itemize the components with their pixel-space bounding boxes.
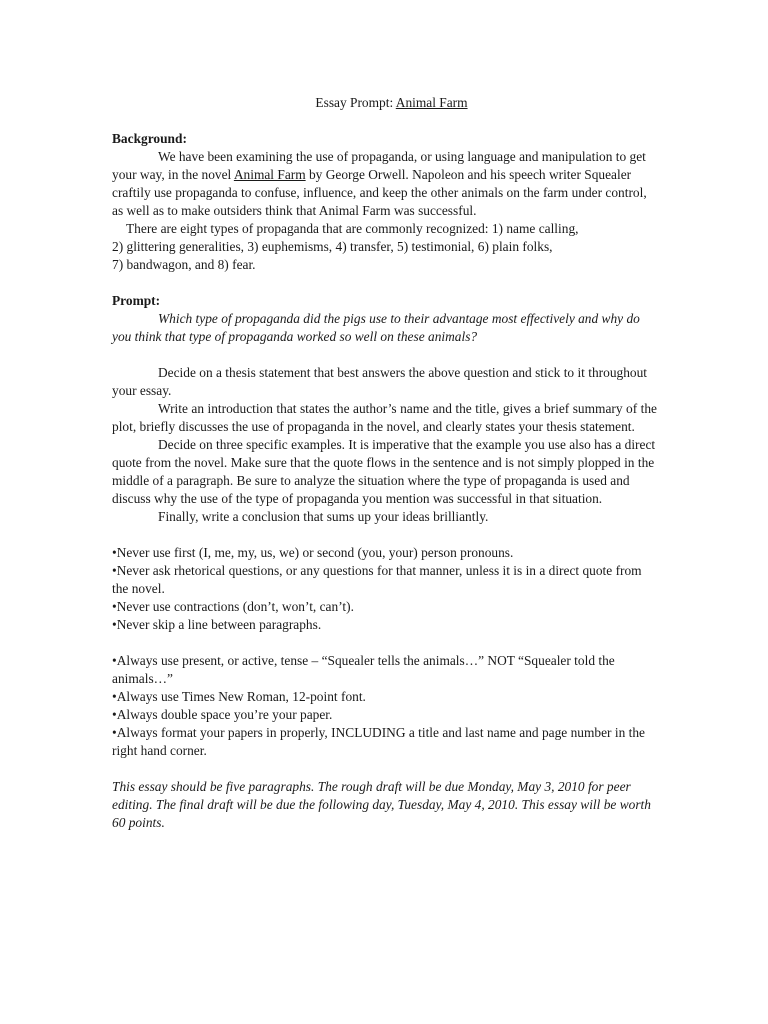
background-p1-novel: Animal Farm — [233, 167, 306, 182]
background-p1-text-b: by George Orwell. Napoleon and his speech writer Squealer craftily use propaganda to confuse, influence, and keep the other animals on the farm under control, as well as to make outsiders think that Animal Farm was successful. — [112, 167, 647, 218]
prompt-question: Which type of propaganda did the pigs use to their advantage most effectively and why do you think that type of propaganda worked so well on these animals? — [112, 311, 640, 344]
prompt-paragraph-thesis: Decide on a thesis statement that best answers the above question and stick to it throughout your essay. — [112, 365, 648, 398]
background-paragraph-2-line-3: 7) bandwagon, and 8) fear. — [112, 257, 256, 272]
background-p1-text-a: We have been examining the use of propaganda, or using language and manipulation to get your way, in the novel — [112, 149, 646, 182]
closing-note: This essay should be five paragraphs. The rough draft will be due Monday, May 3, 2010 for peer editing. The final draft will be due the following day, Tuesday, May 4, 2010. This essay will be worth 60 points. — [112, 779, 651, 830]
always-rule-tense: •Always use present, or active, tense – “Squealer tells the animals…” NOT “Squealer told the animals…” — [112, 653, 615, 686]
title-work: Animal Farm — [395, 95, 468, 110]
always-rule-format: •Always format your papers in properly, INCLUDING a title and last name and page number in the right hand corner. — [112, 725, 645, 758]
document-title — [112, 94, 657, 112]
never-rule-contractions: •Never use contractions (don’t, won’t, can’t). — [112, 599, 354, 614]
prompt-paragraph-introduction: Write an introduction that states the author’s name and the title, gives a brief summary of the plot, briefly discusses the use of propaganda in the novel, and clearly states your thesis statement. — [112, 401, 657, 434]
never-rule-skip-line: •Never skip a line between paragraphs. — [112, 617, 322, 632]
prompt-paragraph-conclusion: Finally, write a conclusion that sums up your ideas brilliantly. — [158, 509, 489, 524]
document-page — [112, 94, 657, 832]
background-paragraph-2-line-2: 2) glittering generalities, 3) euphemisms, 4) transfer, 5) testimonial, 6) plain folks, — [112, 239, 553, 254]
background-paragraph-1 — [112, 148, 657, 220]
never-rule-pronouns: •Never use first (I, me, my, us, we) or second (you, your) person pronouns. — [112, 545, 514, 560]
prompt-heading: Prompt: — [112, 293, 161, 308]
never-rule-questions: •Never ask rhetorical questions, or any questions for that manner, unless it is in a direct quote from the novel. — [112, 563, 642, 596]
background-paragraph-2-line-1: There are eight types of propaganda that are commonly recognized: 1) name calling, — [126, 221, 579, 236]
prompt-paragraph-examples: Decide on three specific examples. It is imperative that the example you use also has a direct quote from the novel. Make sure that the quote flows in the sentence and is not simply plopped in the middle of a paragraph. Be sure to analyze the situation where the type of propaganda is used and discuss why the use of the type of propaganda you mention was successful in that situation. — [112, 437, 656, 506]
always-rule-font: •Always use Times New Roman, 12-point font. — [112, 689, 366, 704]
background-heading: Background: — [112, 131, 187, 146]
title-prefix: Essay Prompt: — [315, 95, 396, 110]
always-rule-double-space: •Always double space you’re your paper. — [112, 707, 333, 722]
